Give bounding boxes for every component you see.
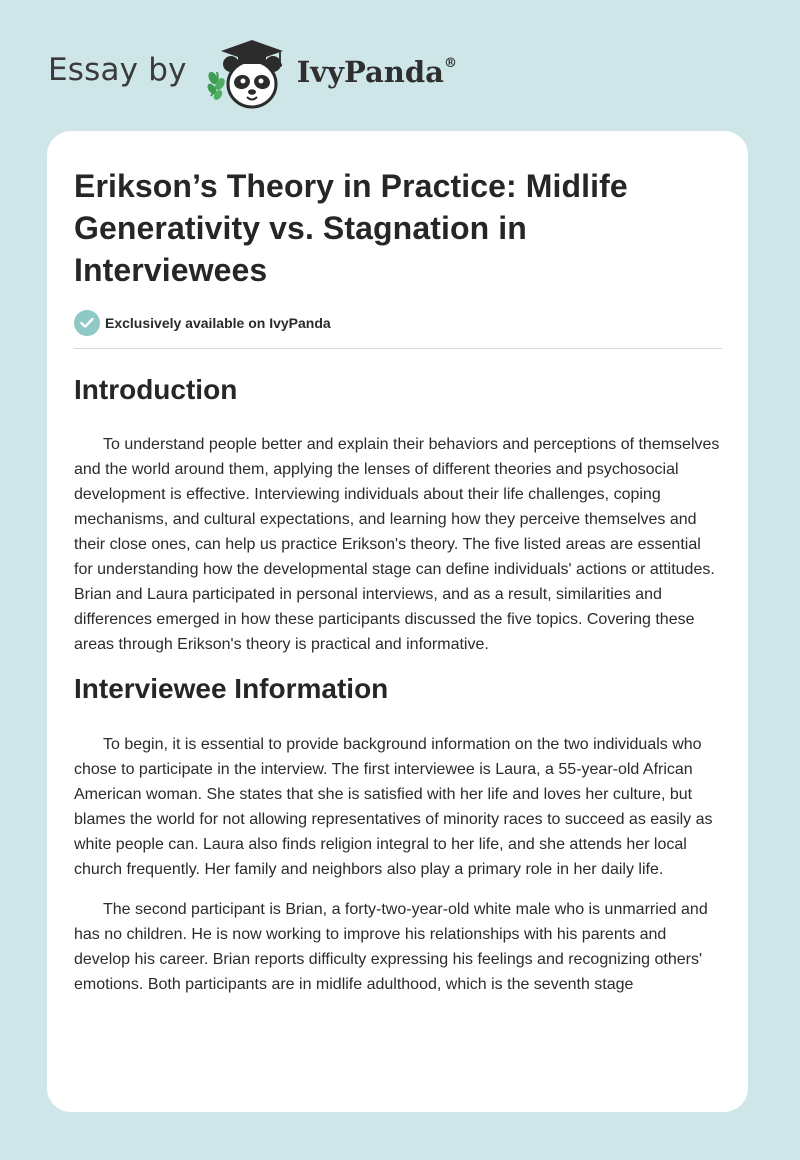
registered-mark: ® [443,56,457,72]
section-heading: Introduction [74,374,238,405]
essay-content [47,131,748,997]
paragraph: To begin, it is essential to provide background information on the two individuals who chose to participate in the interview. The first interviewee is Laura, a 55-year-old African American woman. She states that she is satisfied with her life and loves her culture, but blames the world for not allowing representatives of minority races to succeed as easily as white people can. Laura also finds religion integral to her life, and she attends her local church frequently. Her family and neighbors also play a primary role in her daily life. [74,736,713,878]
essay-card [47,131,748,1112]
panda-logo-icon[interactable] [205,34,295,114]
brand-name[interactable] [297,55,457,89]
exclusive-badge [74,310,722,336]
section-heading: Interviewee Information [74,673,389,704]
brand-name-text: IvyPanda [296,55,444,89]
brand-prefix: Essay by [48,52,187,88]
check-circle-icon [74,310,100,336]
exclusive-label: Exclusively available on IvyPanda [105,315,331,331]
section-introduction [74,373,722,657]
paragraph: To understand people better and explain their behaviors and perceptions of themselves and the world around them, applying the lenses of different theories and psychosocial development is effective. Interviewing individuals about their life challenges, coping mechanisms, and cultural expectations, and learning how they perceive themselves and their close ones, can help us practice Erikson's theory. The five listed areas are essential for understanding how the developmental stage can define individuals' actions or attitudes. Brian and Laura participated in personal interviews, and as a result, similarities and differences emerged in how these participants discussed the five topics. Covering these areas through Erikson's theory is practical and informative. [74,436,720,653]
title-divider [74,348,722,349]
section-interviewee-information [74,672,722,997]
essay-title: Erikson’s Theory in Practice: Midlife Generativity vs. Stagnation in Interviewees [74,168,628,288]
brand-header [48,34,457,114]
paragraph: The second participant is Brian, a forty-two-year-old white male who is unmarried and has no children. He is now working to improve his relationships with his parents and develop his career. Brian reports difficulty expressing his feelings and recognizing others' emotions. Both participants are in midlife adulthood, which is the seventh stage [74,901,708,993]
